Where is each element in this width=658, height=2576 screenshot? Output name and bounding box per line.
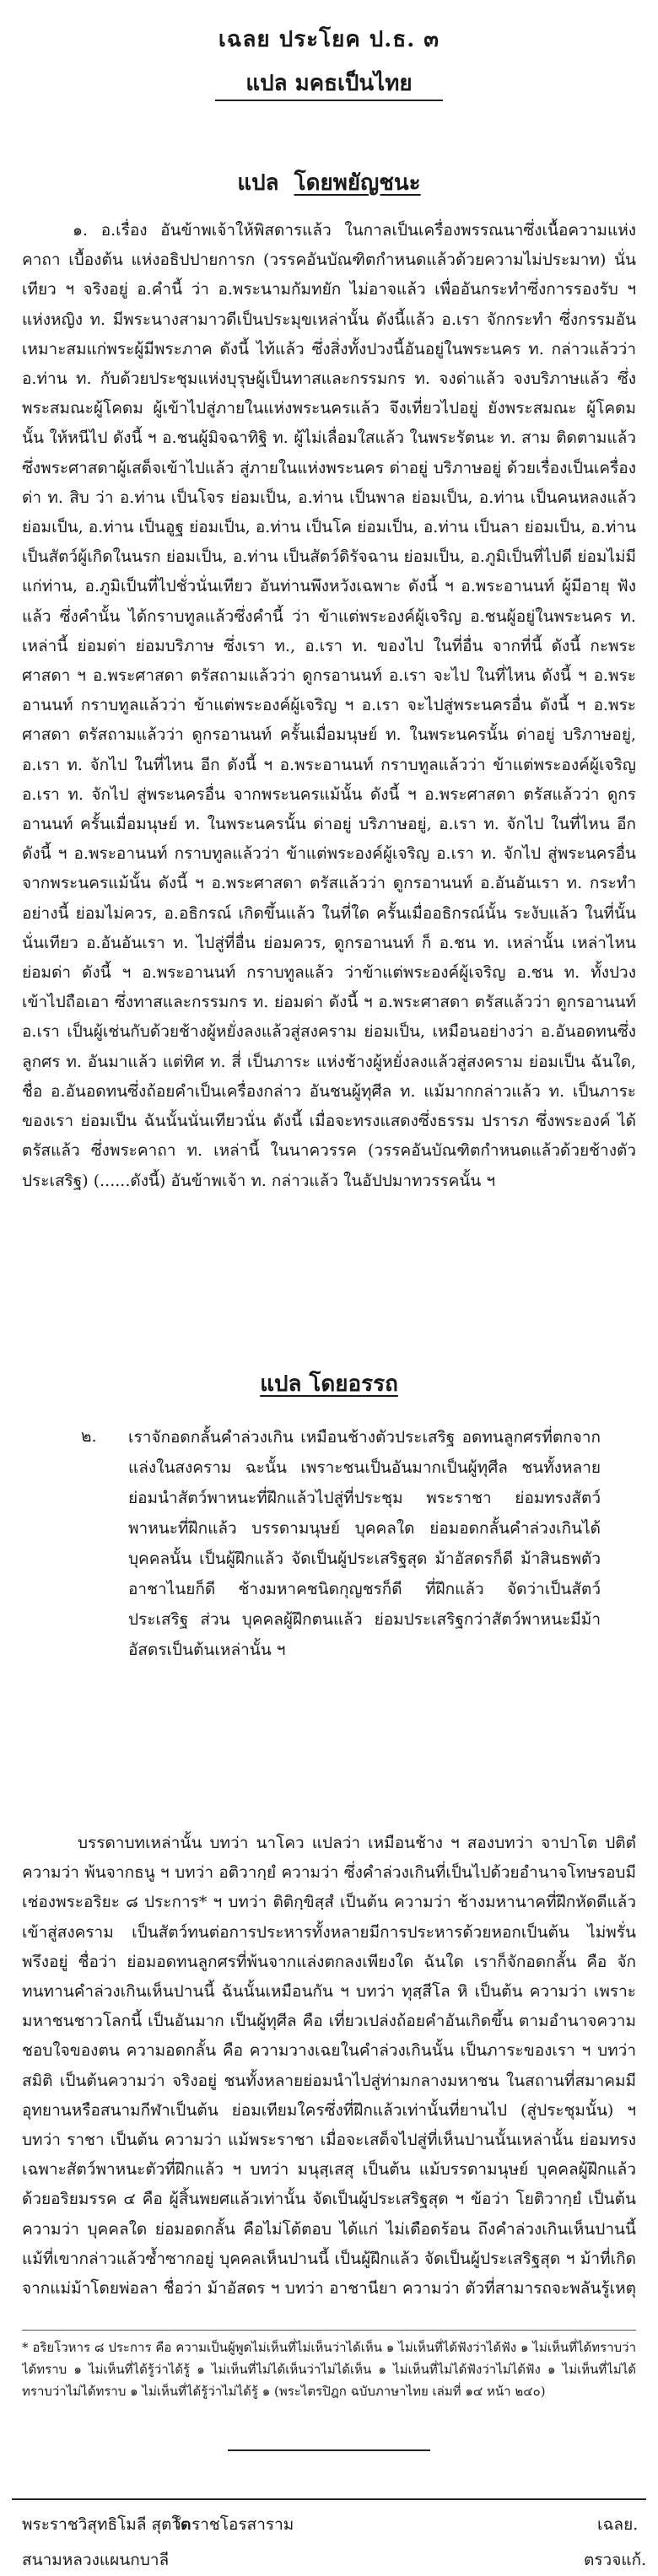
page-title: เฉลย ประโยค ป.ธ. ๓: [218, 27, 440, 52]
heading-underlined: โดยพยัญชนะ: [294, 170, 421, 196]
footer-divider: [12, 2498, 646, 2500]
page-subtitle: แปล มคธเป็นไทย: [245, 71, 413, 96]
title-divider: [215, 100, 443, 101]
literal-translation-paragraph: ๑. อ.เรื่อง อันข้าพเจ้าให้พิสดารแล้ว ในกาลเป็นเครื่องพรรณนาซึ่งเนื้อความแห่งคาถา เบื้องต้น แห่งอธิปปายการก (วรรคอันบัณฑิตกำหนดแล้วด้วยความไม่ประมาท) นั่นเทียว ฯ จริงอยู่ อ.คำนี้ ว่า อ.พระนามกัมทยัก ไม่อาจแล้ว เพื่ออันกระทำซึ่งการรองรับ ฯ แห่งหญิง ท. มีพระนางสามาวดีเป็นประมุขเหล่านั้น ดังนี้แล้ว อ.เรา จักกระทำ ซึ่งกรรมอันเหมาะสมแก่พระผู้มีพระภาค ดังนี้ ไท้แล้ว ซึ่งสิ่งทั้งปวงนี้อันอยู่ในพระนคร ท. กล่าวแล้วว่า อ.ท่าน ท. กับด้วยประชุมแห่งบุรุษผู้เป็นทาสและกรรมกร ท. จงด่าแล้ว จงบริภาษแล้ว ซึ่งพระสมณะผู้โคดม ผู้เข้าไปสู่ภายในแห่งพระนครแล้ว จึงเที่ยวไปอยู่ ยังพระสมณะ ผู้โคดมนั้น ให้หนีไป ดังนี้ ฯ อ.ชนผู้มิจฉาทิฐิ ท. ผู้ไม่เลื่อมใสแล้ว ในพระรัตนะ ท. สาม ติดตามแล้ว ซึ่งพระศาสดาผู้เสด็จเข้าไปแล้ว สู่ภายในแห่งพระนคร ด่าอยู่ บริภาษอยู่ ด้วยเรื่องเป็นเครื่องด่า ท. สิบ ว่า อ.ท่าน เป็นโจร ย่อมเป็น, อ.ท่าน เป็นพาล ย่อมเป็น, อ.ท่าน เป็นคนหลงแล้ว ย่อมเป็น, อ.ท่าน เป็นอูฐ ย่อมเป็น, อ.ท่าน เป็นโค ย่อมเป็น, อ.ท่าน เป็นลา ย่อมเป็น, อ.ท่าน เป็นสัตว์ผู้เกิดในนรก ย่อมเป็น, อ.ท่าน เป็นสัตว์ดิรัจฉาน ย่อมเป็น, อ.ภูมิเป็นที่ไปดี ย่อมไม่มีแก่ท่าน, อ.ภูมิเป็นที่ไปชั่วนั่นเทียว อันท่านพึงหวังเฉพาะ ดังนี้ ฯ อ.พระอานนท์ ผู้มีอายุ ฟังแล้ว ซึ่งคำนั้น ได้กราบทูลแล้วซึ่งคำนี้ ว่า ข้าแต่พระองค์ผู้เจริญ อ.ชนผู้อยู่ในพระนคร ท. เหล่านี้ ย่อมด่า ย่อมบริภาษ ซึ่งเรา ท., อ.เรา ท. ของไป ในที่อื่น จากที่นี้ ดังนี้ กะพระศาสดา ฯ อ.พระศาสดา ตรัสถามแล้วว่า ดูกรอานนท์ อ.เรา จะไป ในที่ไหน ดังนี้ ฯ อ.พระอานนท์ กราบทูลแล้วว่า ข้าแต่พระองค์ผู้เจริญ ฯ อ.เรา จะไปสู่พระนครอื่น ดังนี้ ฯ อ.พระศาสดา ตรัสถามแล้วว่า ดูกรอานนท์ ครั้นเมื่อมนุษย์ ท. ในพระนครนั้น ด่าอยู่ บริภาษอยู่, อ.เรา ท. จักไป ในที่ไหน อีก ดังนี้ ฯ อ.พระอานนท์ กราบทูลแล้วว่า ข้าแต่พระองค์ผู้เจริญ อ.เรา ท. จักไป สู่พระนครอื่น จากพระนครแม้นั้น ดังนี้ ฯ อ.พระศาสดา ตรัสแล้วว่า ดูกรอานนท์ ครั้นเมื่อมนุษย์ ท. ในพระนครนั้น ด่าอยู่ บริภาษอยู่, อ.เรา ท. จักไป ในที่ไหน อีก ดังนี้ ฯ อ.พระอานนท์ กราบทูลแล้วว่า ข้าแต่พระองค์ผู้เจริญ อ.เรา ท. จักไป สู่พระนครอื่น จากพระนครแม้นั้น ดังนี้ ฯ อ.พระศาสดา ตรัสแล้วว่า ดูกรอานนท์ อ.อันอันเรา ท. กระทำอย่างนี้ ย่อมไม่ควร, อ.อธิกรณ์ เกิดขึ้นแล้ว ในที่ใด ครั้นเมื่ออธิกรณ์นั้น ระงับแล้ว ในที่นั้นนั่นเทียว อ.อันอันเรา ท. ไปสู่ที่อื่น ย่อมควร, ดูกรอานนท์ ก็ อ.ชน ท. เหล่านั้น เหล่าไหน ย่อมด่า ดังนี้ ฯ อ.พระอานนท์ กราบทูลแล้ว ว่าข้าแต่พระองค์ผู้เจริญ อ.ชน ท. ทั้งปวง เข้าไปถือเอา ซึ่งทาสและกรรมกร ท. ย่อมด่า ดังนี้ ฯ อ.พระศาสดา ตรัสแล้วว่า ดูกรอานนท์ อ.เรา เป็นผู้เช่นกับด้วยช้างผู้หยั่งลงแล้วสู่สงคราม ย่อมเป็น, เหมือนอย่างว่า อ.อันอดทนซึ่งลูกศร ท. อันมาแล้ว แต่ทิศ ท. สี่ เป็นภาระ แห่งช้างผู้หยั่งลงแล้วสู่สงคราม ย่อมเป็น ฉันใด, ชื่อ อ.อันอดทนซึ่งถ้อยคำเป็นเครื่องกล่าว อันชนผู้ทุศีล ท. แม้มากกล่าวแล้ว ท. เป็นภาระ ของเรา ย่อมเป็น ฉันนั้นนั่นเทียวนั่น ดังนี้ เมื่อจะทรงแสดงซึ่งธรรม ปรารภ ซึ่งพระองค์ ได้ตรัสแล้ว ซึ่งพระคาถา ท. เหล่านี้ ในนาควรรค (วรรคอันบัณฑิตกำหนดแล้วด้วยช้างตัวประเสริฐ) (......ดังนี้) อันข้าพเจ้า ท. กล่าวแล้ว ในอัปปมาทวรรคนั้น ฯ: [22, 221, 636, 1190]
footnote: * อริยโวหาร ๘ ประการ คือ ความเป็นผู้พูดไม่เห็นที่ไม่เห็นว่าได้เห็น ๑ ไม่เห็นที่ได้ฟังว่าได้ฟัง ๑ ไม่เห็นที่ได้ทราบว่าได้ทราบ ๑ ไม่เห็นที่ได้รู้ว่าได้รู้ ๑ ไม่เห็นที่ไม่ได้เห็นว่าไม่ได้เห็น ๑ ไม่เห็นที่ไม่ได้ฟังว่าไม่ได้ฟัง ๑ ไม่เห็นที่ไม่ได้ทราบว่าไม่ได้ทราบ ๑ ไม่เห็นที่ได้รู้ว่าไม่ได้รู้ ๑ (พระไตรปิฎก ฉบับภาษาไทย เล่มที่ ๑๔ หน้า ๒๔๐): [22, 2340, 636, 2399]
heading-meaning-text: แปล โดยอรรถ: [260, 1372, 398, 1397]
section-heading-literal: [0, 165, 658, 200]
footer-temple: วัดราชโอรสาราม: [172, 2515, 294, 2534]
section-heading-meaning: [0, 1366, 658, 1401]
footer-author: พระราชวิสุทธิโมลี สุตโต: [22, 2515, 191, 2534]
footer-office: สนามหลวงแผนกบาลี: [22, 2551, 170, 2569]
gatha-translation: เราจักอดกลั้นคำล่วงเกิน เหมือนช้างตัวประเสริฐ อดทนลูกศรที่ตกจากแล่งในสงคราม ฉะนั้น เพราะชนเป็นอันมากเป็นผู้ทุศีล ชนทั้งหลายย่อมนำสัตว์พาหนะที่ฝึกแล้วไปสู่ที่ประชุม พระราชา ย่อมทรงสัตว์พาหนะที่ฝึกแล้ว บรรดามนุษย์ บุคคลใด ย่อมอดกลั้นคำล่วงเกินได้ บุคคลนั้น เป็นผู้ฝึกแล้ว จัดเป็นผู้ประเสริฐสุด ม้าอัสดรก็ดี ม้าสินธพตัวอาชาไนยก็ดี ช้างมหาคชนิดกุญชรก็ดี ที่ฝึกแล้ว จัดว่าเป็นสัตว์ประเสริฐ ส่วน บุคคลผู้ฝึกตนแล้ว ย่อมประเสริฐกว่าสัตว์พาหนะมีม้าอัสดรเป็นต้นเหล่านั้น ฯ: [128, 1428, 601, 1659]
footer-right-top: เฉลย.: [597, 2515, 639, 2534]
heading-prefix: แปล: [237, 170, 279, 196]
footer-right-bottom: ตรวจแก้.: [584, 2551, 647, 2569]
gatha-number: ๒.: [81, 1427, 97, 1446]
footnote-divider: [22, 2330, 636, 2331]
end-divider: [228, 2449, 430, 2451]
commentary-paragraph: บรรดาบทเหล่านั้น บทว่า นาโคว แปลว่า เหมือนช้าง ฯ สองบทว่า จาปาโต ปติตํ ความว่า พ้นจากธนู ฯ บทว่า อติวากฺยํ ความว่า ซึ่งคำล่วงเกินที่เป็นไปด้วยอำนาจโทษรอบมีเช่องพระอริยะ ๘ ประการ* ฯ บทว่า ติติกฺขิสฺสํ เป็นต้น ความว่า ช้างมหานาคที่ฝึกหัดดีแล้ว เข้าสู่สงคราม เป็นสัตว์ทนต่อการประหารทั้งหลายมีการประหารด้วยหอกเป็นต้น ไม่พรั่นพรึงอยู่ ชื่อว่า ย่อมอดทนลูกศรที่พ้นจากแล่งตกลงเพียงใด ฉันใด เราก็จักอดกลั้น คือ จักทนทานคำล่วงเกินเห็นปานนี้ ฉันนั้นเหมือนกัน ฯ บทว่า ทุสฺสีโล หิ เป็นต้น ความว่า เพราะมหาชนชาวโลกนี้ เป็นอันมาก เป็นผู้ทุศีล คือ เที่ยวเปล่งถ้อยคำอันเกิดขึ้น ตามอำนาจความชอบใจของตน ความอดกลั้น คือ ความวางเฉยในคำล่วงเกินนั้น เป็นภาระของเรา ฯ บทว่า สมิติ เป็นต้นความว่า จริงอยู่ ชนทั้งหลายย่อมนำไปสู่ท่ามกลางมหาชน ในสถานที่สมาคมมีอุทยานหรือสนามกีฬาเป็นต้น ย่อมเทียมใครซึ่งที่ฝึกแล้วเท่านั้นที่ยานไป (สู่ประชุมนั้น) ฯ บทว่า ราชา เป็นต้น ความว่า แม้พระราชา เมื่อจะเสด็จไปสู่ที่เห็นปานนั้นเหล่านั้น ย่อมทรงเฉพาะสัตว์พาหนะตัวที่ฝึกแล้ว ฯ บทว่า มนุสฺเสสุ เป็นต้น แม้บรรดามนุษย์ บุคคลผู้ฝึกแล้วด้วยอริยมรรค ๔ คือ ผู้สิ้นพยศแล้วเท่านั้น จัดเป็นผู้ประเสริฐสุด ฯ ข้อว่า โยติวากฺยํ เป็นต้น ความว่า บุคคลใด ย่อมอดกลั้น คือไม่โต้ตอบ ได้แก่ ไม่เดือดร้อน ถึงคำล่วงเกินเห็นปานนี้ แม้ที่เขากล่าวแล้วซ้ำซากอยู่ บุคคลเห็นปานนี้ เป็นผู้ฝึกแล้ว จัดเป็นผู้ประเสริฐสุด ฯ ม้าที่เกิดจากแม่ม้าโดยพ่อลา ชื่อว่า ม้าอัสดร ฯ บทว่า อาชานียา ความว่า ตัวที่สามารถจะพลันรู้เหตุ: [22, 1834, 636, 2298]
